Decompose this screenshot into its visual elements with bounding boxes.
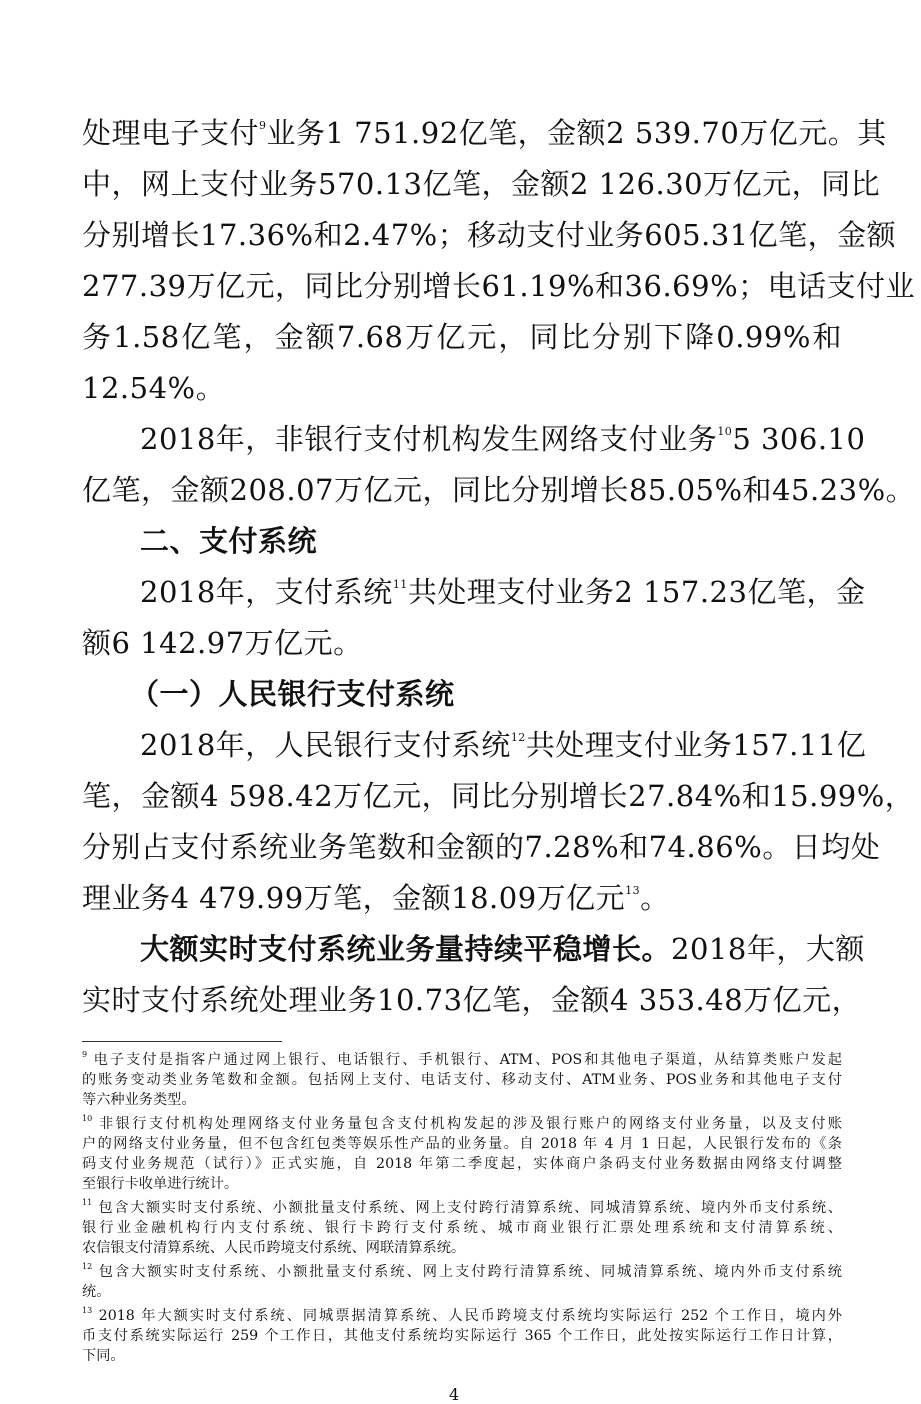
body-line	[140, 572, 866, 612]
footnote-ref: 11	[392, 578, 408, 591]
footnote-ref: 13	[625, 884, 641, 897]
footnote-line	[82, 1326, 842, 1346]
body-line	[82, 623, 842, 663]
page-number: 4	[449, 1385, 460, 1404]
footnote-line	[82, 1198, 842, 1218]
text-segment: 农信银支付清算系统、人民币跨境支付系统、网联清算系统。	[82, 1240, 466, 1256]
text-segment: 电子支付是指客户通过网上银行、电话银行、手机银行、ATM、POS和其他电子渠道，从结算类账户发起	[87, 1052, 842, 1068]
text-segment: 2018年，非银行支付机构发生网络支付业务	[140, 422, 718, 456]
body-line	[140, 725, 867, 765]
body-line	[82, 266, 916, 306]
footnote-ref: 9	[259, 119, 267, 132]
section-heading	[140, 521, 842, 561]
footnote-ref: 10	[82, 1114, 93, 1123]
body-line	[82, 215, 897, 255]
body-line	[82, 827, 881, 867]
footnote-line	[82, 1050, 842, 1070]
body-line	[140, 419, 866, 459]
text-segment: 分别占支付系统业务笔数和金额的7.28%和74.86%。日均处	[82, 830, 881, 864]
text-segment: 共处理支付业务2 157.23亿笔，金	[407, 575, 866, 609]
footnote-line	[82, 1090, 842, 1110]
text-segment: 12.54%。	[82, 371, 226, 405]
text-segment: 中，网上支付业务570.13亿笔，金额2 126.30万亿元，同比	[82, 167, 881, 201]
text-segment: （一）人民银行支付系统	[130, 677, 455, 711]
footnote-line	[82, 1070, 842, 1090]
text-segment: 码支付业务规范（试行）》正式实施，自 2018 年第二季度起，实体商户条码支付业务数据由网络支付调整	[82, 1156, 842, 1172]
text-segment: 笔，金额4 598.42万亿元，同比分别增长27.84%和15.99%，	[82, 779, 915, 813]
text-segment: 业务1 751.92亿笔，金额2 539.70万亿元。其	[266, 116, 887, 150]
body-line	[82, 368, 842, 408]
body-line	[82, 113, 887, 153]
text-segment: 二、支付系统	[140, 524, 318, 558]
footnote-separator	[82, 1041, 282, 1042]
text-segment: 的账务变动类业务笔数和金额。包括网上支付、电话支付、移动支付、ATM业务、POS业务和其他电子支付	[82, 1072, 842, 1088]
text-segment: 币支付系统实际运行 259 个工作日，其他支付系统均实际运行 365 个工作日，此处按实际运行工作日计算，	[82, 1328, 842, 1344]
bold-lead-text: 大额实时支付系统业务量持续平稳增长。	[140, 932, 672, 966]
text-segment: 。	[640, 881, 670, 915]
text-segment: 亿笔，金额208.07万亿元，同比分别增长85.05%和45.23%。	[82, 473, 916, 507]
footnote-line	[82, 1218, 842, 1238]
text-segment: 非银行支付机构处理网络支付业务量包含支付机构发起的涉及银行账户的网络支付业务量，以及支付账	[92, 1116, 842, 1132]
body-line	[140, 929, 865, 969]
footnote-line	[82, 1346, 842, 1366]
footnote-ref: 12	[82, 1262, 93, 1271]
text-segment: 2018 年大额实时支付系统、同城票据清算系统、人民币跨境支付系统均实际运行 252 个工作日，境内外	[92, 1308, 842, 1324]
footnote-line	[82, 1134, 842, 1154]
footnote-line	[82, 1154, 842, 1174]
footnote-ref: 10	[717, 425, 733, 438]
text-segment: 务1.58亿笔，金额7.68万亿元，同比分别下降0.99%和	[82, 320, 842, 354]
text-segment: 统。	[82, 1284, 111, 1300]
body-line	[82, 317, 842, 357]
footnote-line	[82, 1174, 842, 1194]
footnote-line	[82, 1262, 842, 1282]
footnote-ref: 13	[82, 1306, 93, 1315]
footnote-ref: 9	[82, 1050, 88, 1059]
text-segment: 包含大额实时支付系统、小额批量支付系统、网上支付跨行清算系统、同城清算系统、境内外币支付系统、	[92, 1200, 842, 1216]
footnote-line	[82, 1306, 842, 1326]
text-segment: 理业务4 479.99万笔，金额18.09万亿元	[82, 881, 626, 915]
footnote-ref: 12	[510, 731, 526, 744]
text-segment: 5 306.10	[732, 422, 866, 456]
text-segment: 至银行卡收单进行统计。	[82, 1176, 239, 1192]
subsection-heading	[130, 674, 842, 714]
text-segment: 额6 142.97万亿元。	[82, 626, 363, 660]
footnote-line	[82, 1114, 842, 1134]
text-segment: 共处理支付业务157.11亿	[525, 728, 867, 762]
text-segment: 等六种业务类型。	[82, 1092, 196, 1108]
text-segment: 下同。	[82, 1348, 125, 1364]
text-segment: 2018年，支付系统	[140, 575, 393, 609]
text-segment: 2018年，人民银行支付系统	[140, 728, 511, 762]
text-segment: 分别增长17.36%和2.47%；移动支付业务605.31亿笔，金额	[82, 218, 897, 252]
text-segment: 实时支付系统处理业务10.73亿笔，金额4 353.48万亿元，	[82, 983, 862, 1017]
text-segment: 277.39万亿元，同比分别增长61.19%和36.69%；电话支付业	[82, 269, 916, 303]
text-segment: 处理电子支付	[82, 116, 260, 150]
body-line	[82, 470, 916, 510]
body-line	[82, 980, 862, 1020]
body-line	[82, 878, 842, 918]
footnote-ref: 11	[82, 1198, 93, 1207]
body-line	[82, 164, 881, 204]
text-segment: 户的网络支付业务量，但不包含红包类等娱乐性产品的业务量。自 2018 年 4 月 1 日起，人民银行发布的《条	[82, 1136, 842, 1152]
text-segment: 包含大额实时支付系统、小额批量支付系统、网上支付跨行清算系统、同城清算系统、境内外币支付系统	[92, 1264, 842, 1280]
text-segment: 2018年，大额	[671, 932, 865, 966]
footnote-line	[82, 1282, 842, 1302]
text-segment: 银行业金融机构行内支付系统、银行卡跨行支付系统、城市商业银行汇票处理系统和支付清算系统、	[82, 1220, 842, 1236]
body-line	[82, 776, 915, 816]
footnote-line	[82, 1238, 842, 1258]
